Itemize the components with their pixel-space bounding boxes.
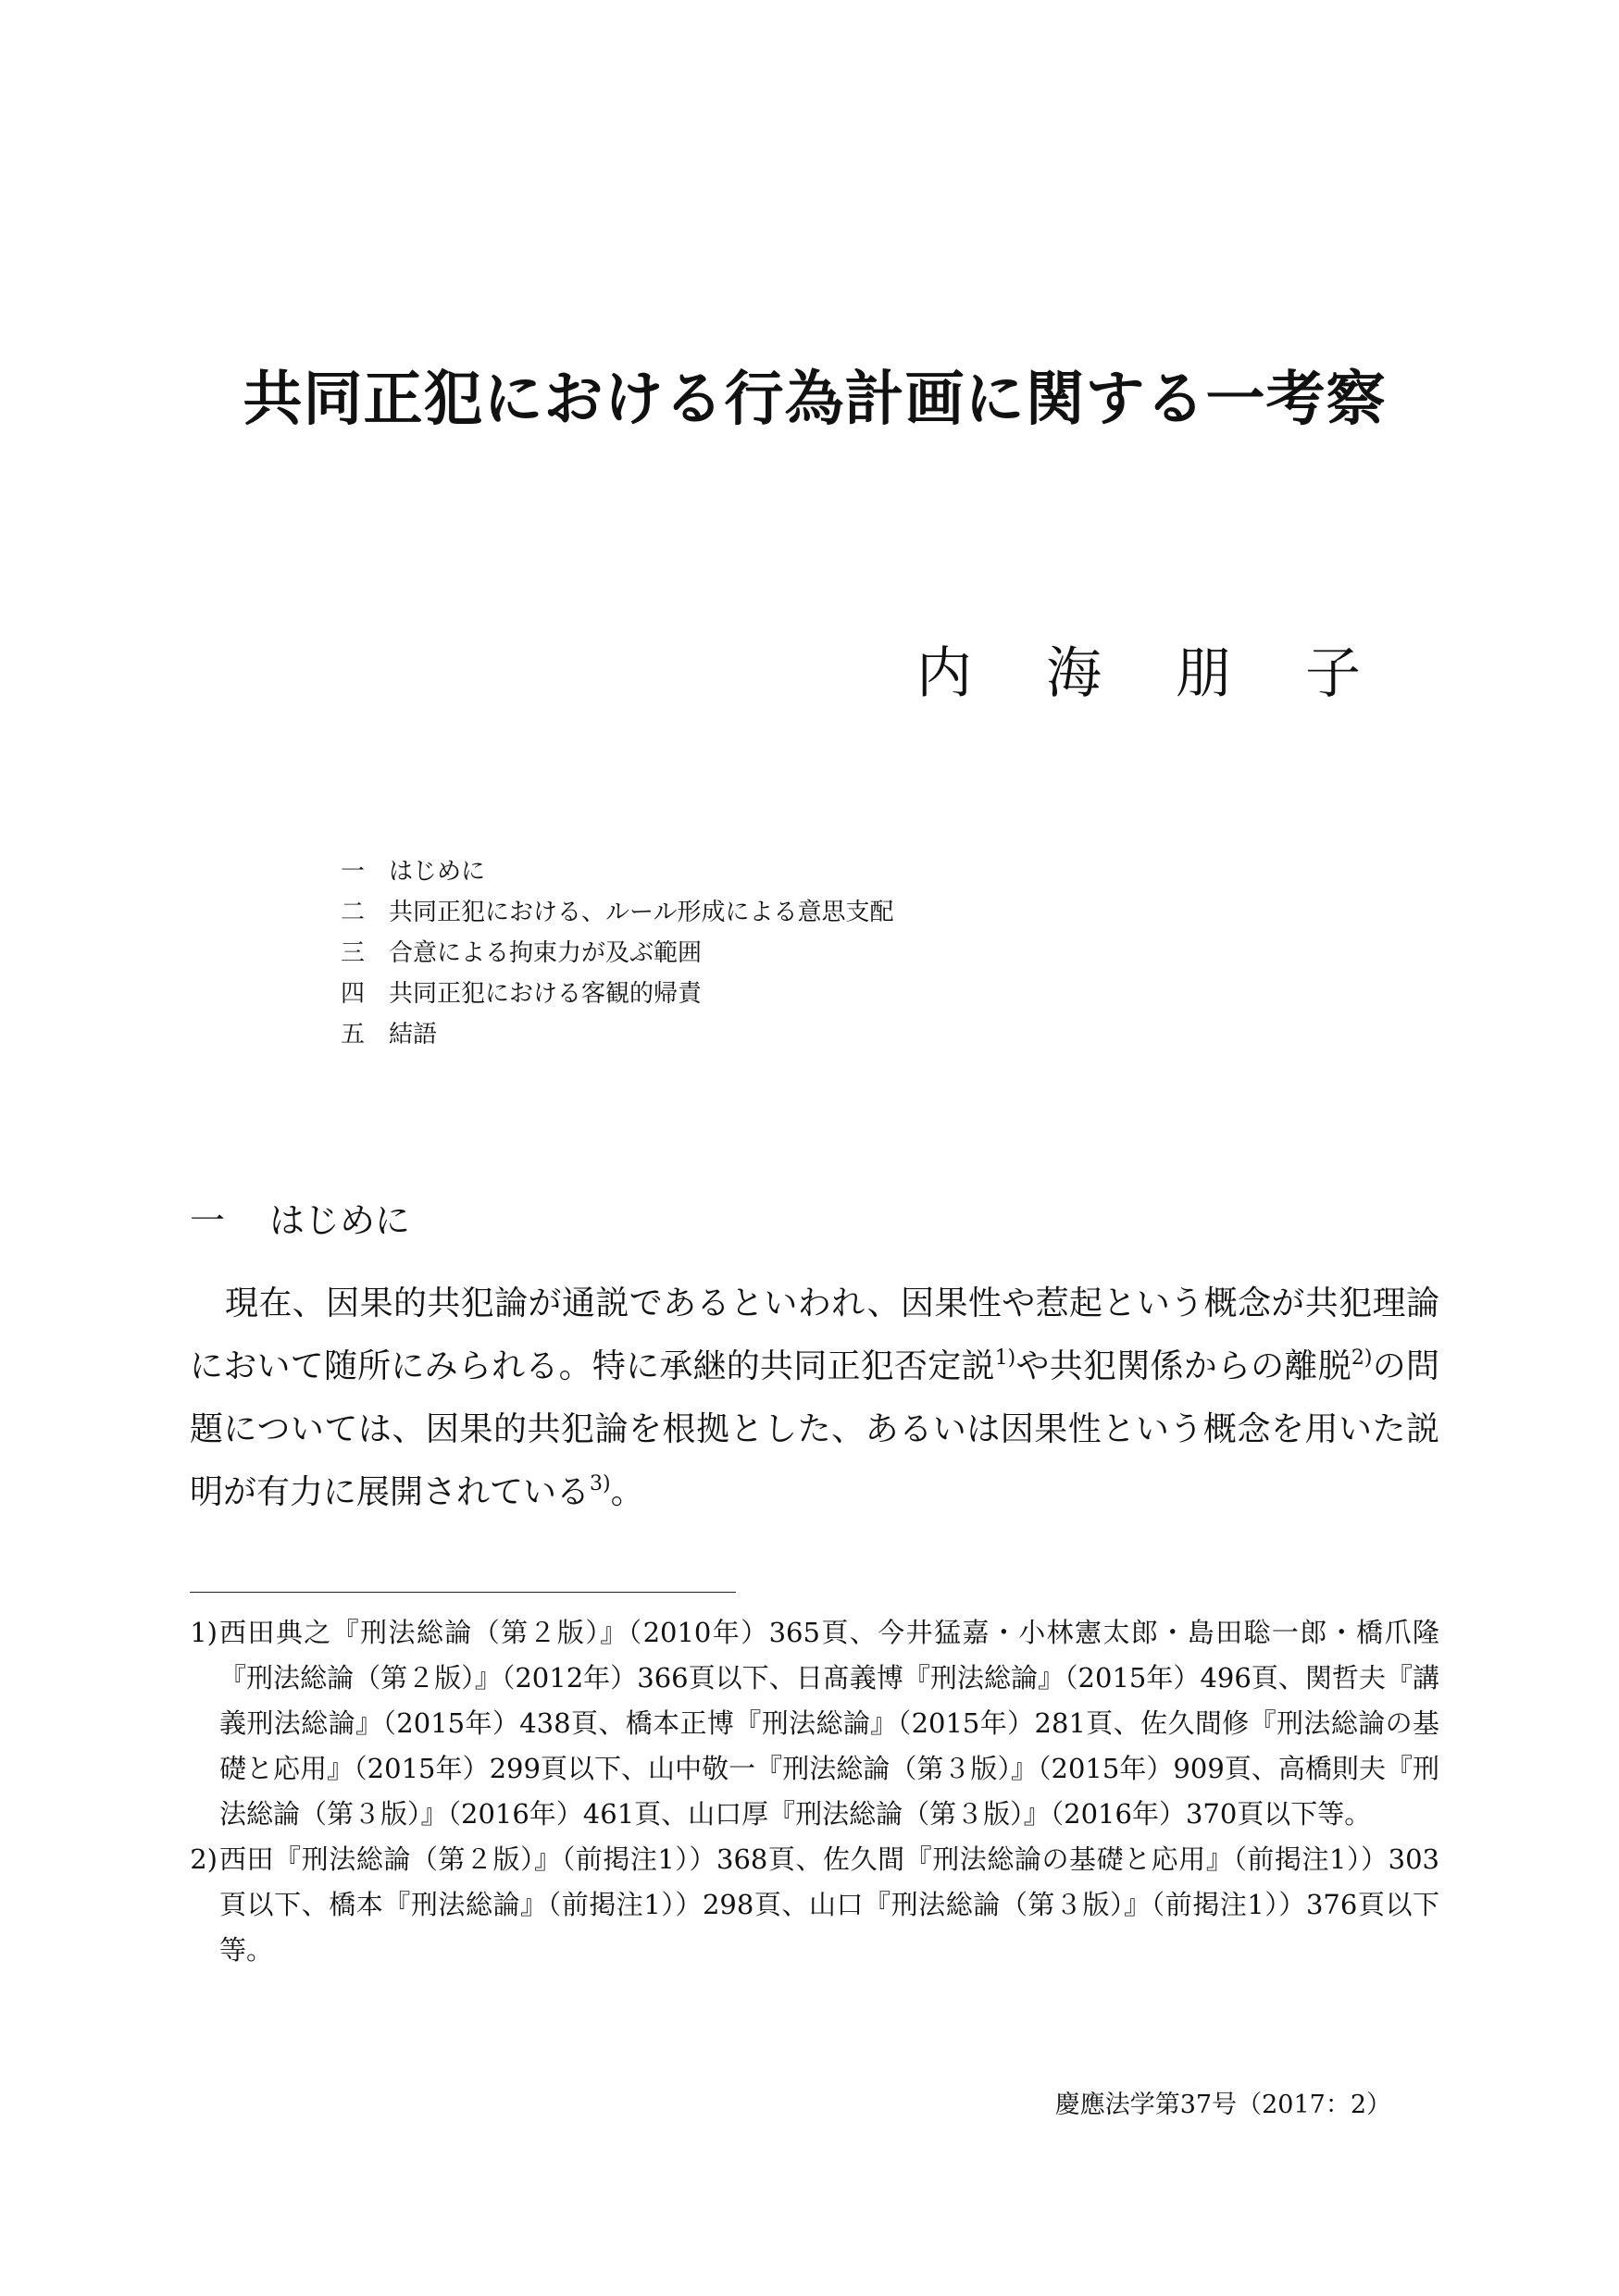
section-title: はじめに [269,1200,411,1241]
body-text-segment: や共犯関係からの離脱 [1015,1347,1351,1385]
footnotes [190,1610,1439,1973]
author-char: 朋 [1176,641,1231,706]
footnote-divider [190,1592,736,1593]
footnote-text: 西田典之『刑法総論（第２版）』（2010年）365頁、今井猛嘉・小林憲太郎・島田聡一郎・橋爪隆『刑法総論（第２版）』（2012年）366頁以下、日髙義博『刑法総論』（2015年）496頁、関哲夫『講義刑法総論』（2015年）438頁、橋本正博『刑法総論』（2015年）281頁、佐久間修『刑法総論の基礎と応用』（2015年）299頁以下、山中敬一『刑法総論（第３版）』（2015年）909頁、高橋則夫『刑法総論（第３版）』（2016年）461頁、山口厚『刑法総論（第３版）』（2016年）370頁以下等。 [219,1617,1439,1830]
toc-item-label: 合意による拘束力が及ぶ範囲 [389,939,703,967]
toc-item-number: 五 [341,1021,366,1049]
footnote-mark: 1) [190,1617,218,1648]
toc-item-label: 共同正犯における客観的帰責 [389,980,703,1008]
toc-item [341,933,893,974]
footnote-text: 西田『刑法総論（第２版）』（前掲注1））368頁、佐久間『刑法総論の基礎と応用』（前掲注1））303頁以下、橋本『刑法総論』（前掲注1））298頁、山口『刑法総論（第３版）』（前掲注1））376頁以下等。 [219,1843,1439,1966]
toc-item-number: 二 [341,899,366,926]
author-name [916,629,1361,709]
toc-item-label: はじめに [389,858,486,886]
toc-item-label: 結語 [389,1021,438,1049]
body-text-segment: 現在、因果的共犯論が通説であるといわれ、因果性や惹起という概念が共犯理論において随所にみられる。特に承継的共同正犯否定説 [190,1285,1439,1385]
toc-item-number: 一 [341,858,366,886]
journal-footer: 慶應法学第37号（2017：2） [1054,2091,1391,2119]
section-number: 一 [190,1200,226,1241]
body-paragraph [190,1272,1439,1524]
toc-item [341,892,893,933]
toc-item [341,974,893,1014]
toc-item-label: 共同正犯における、ルール形成による意思支配 [389,899,894,926]
author-char: 海 [1046,641,1102,706]
footnote [190,1610,1439,1837]
author-char: 内 [916,641,972,706]
body-text-segment: の問題については、因果的共犯論を根拠とした、あるいは因果性という概念を用いた説明が有力に展開されている [190,1347,1439,1511]
toc-item [341,851,893,892]
footnote-reference: 2) [1351,1347,1373,1370]
author-char: 子 [1305,641,1361,706]
footnote-reference: 1) [994,1347,1016,1370]
section-heading [190,1192,410,1243]
table-of-contents [341,851,893,1055]
article-title: 共同正犯における行為計画に関する一考察 [243,365,1387,434]
toc-item-number: 三 [341,939,366,967]
footnote-reference: 3) [590,1472,611,1496]
body-text-segment: 。 [610,1473,644,1511]
toc-item-number: 四 [341,980,366,1008]
footnote-mark: 2) [190,1843,218,1875]
toc-item [341,1014,893,1055]
footnote [190,1837,1439,1973]
